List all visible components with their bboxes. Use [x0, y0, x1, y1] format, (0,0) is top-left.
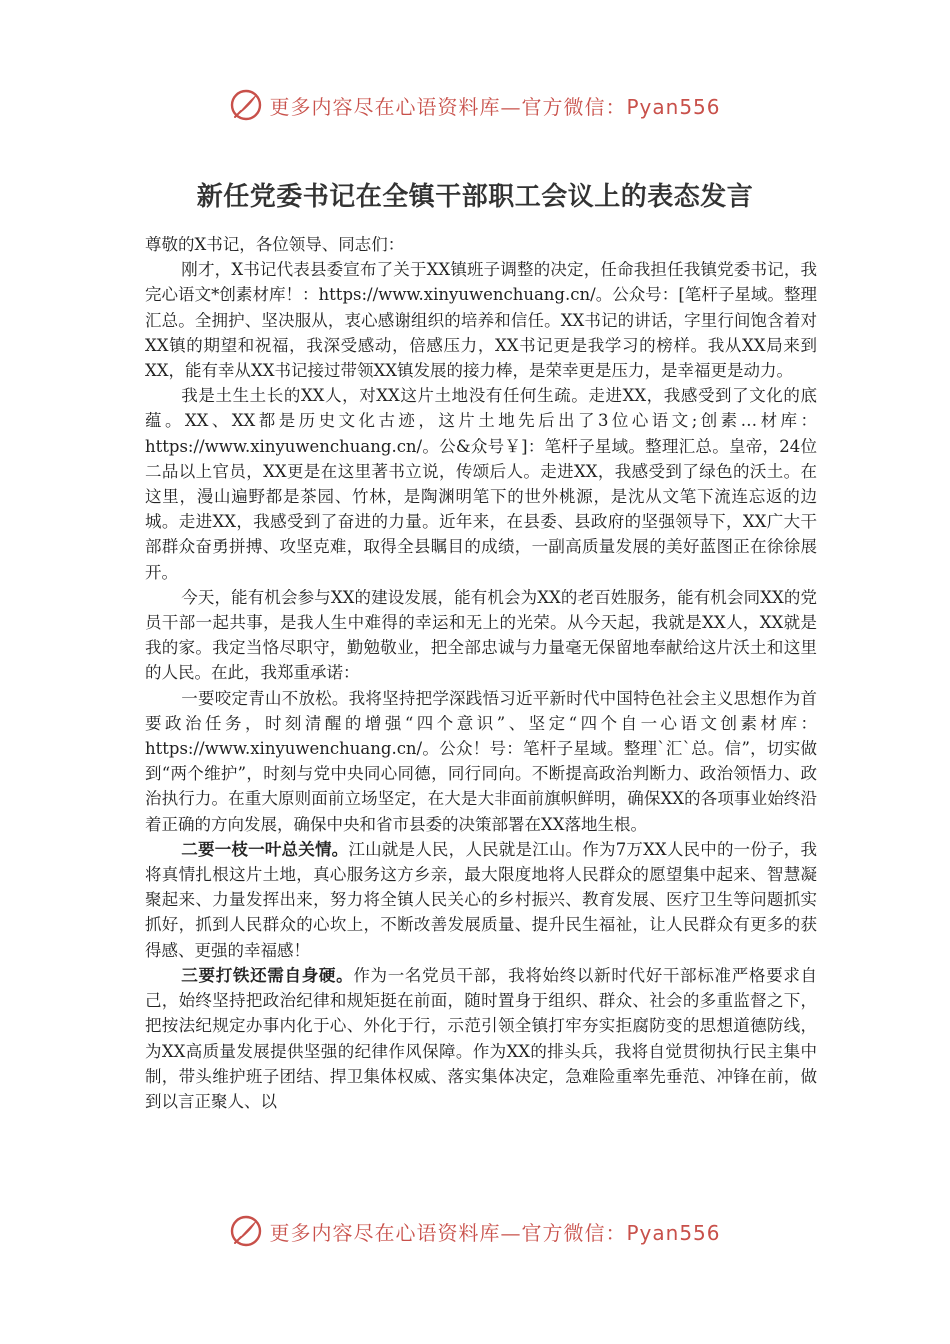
paragraph-2: 我是土生土长的XX人，对XX这片土地没有任何生疏。走进XX，我感受到了文化的底蕴。XX、XX都是历史文化古迹，这片土地先后出了3位心语文;创素…材库：https://www.xinyuwenchuang.cn/。公&众号￥]：笔杆子星域。整理汇总。皇帝，24位二品以上官员，XX更是在这里著书立说，传颂后人。走进XX，我感受到了绿色的沃土。在这里，漫山遍野都是茶园、竹林，是陶渊明笔下的世外桃源，是沈从文笔下流连忘返的边城。走进XX，我感受到了奋进的力量。近年来，在县委、县政府的坚强领导下，XX广大干部群众奋勇拼搏、攻坚克难，取得全县瞩目的成绩，一副高质量发展的美好蓝图正在徐徐展开。 [145, 386, 817, 582]
document-body [145, 232, 817, 1114]
paragraph-4: 一要咬定青山不放松。我将坚持把学深践悟习近平新时代中国特色社会主义思想作为首要政治任务，时刻清醒的增强“四个意识”、坚定“四个自一心语文创素材库：https://www.xinyuwenchuang.cn/。公众！号：笔杆子星域。整理`汇`总。信”，切实做到“两个维护”，时刻与党中央同心同德，同行同向。不断提高政治判断力、政治领悟力、政治执行力。在重大原则面前立场坚定，在大是大非面前旗帜鲜明，确保XX的各项事业始终沿着正确的方向发展，确保中央和省市县委的决策部署在XX落地生根。 [145, 688, 817, 834]
quill-pen-logo-icon [229, 1214, 263, 1248]
wechat-id: Pyan556 [626, 1220, 721, 1245]
wechat-id: Pyan556 [626, 94, 721, 119]
footer-banner [0, 1211, 950, 1251]
greeting: 尊敬的X书记，各位领导、同志们： [145, 235, 405, 254]
document-title: 新任党委书记在全镇干部职工会议上的表态发言 [196, 182, 754, 212]
paragraph-3: 今天，能有机会参与XX的建设发展，能有机会为XX的老百姓服务，能有机会同XX的党员干部一起共事，是我人生中难得的幸运和无上的光荣。从今天起，我就是XX人，XX就是我的家。我定当恪尽职守，勤勉敬业，把全部忠诚与力量毫无保留地奉献给这片沃土和这里的人民。在此，我郑重承诺： [145, 587, 817, 683]
quill-pen-logo-icon [229, 88, 263, 122]
paragraph-6: 三要打铁还需自身硬。作为一名党员干部，我将始终以新时代好干部标准严格要求自己，始终坚持把政治纪律和规矩挺在前面，随时置身于组织、群众、社会的多重监督之下，把按法纪规定办事内化于心、外化于行，示范引领全镇打牢夯实拒腐防变的思想道德防线，为XX高质量发展提供坚强的纪律作风保障。作为XX的排头兵，我将自觉贯彻执行民主集中制，带头维护班子团结、捍卫集体权威、落实集体决定，急难险重率先垂范、冲锋在前，做到以言正聚人、以 [145, 965, 818, 1111]
paragraph-1: 刚才，X书记代表县委宣布了关于XX镇班子调整的决定，任命我担任我镇党委书记，我完心语文*创素材库！：https://www.xinyuwenchuang.cn/。公众号：[笔杆子星域。整理汇总。全拥护、坚决服从，衷心感谢组织的培养和信任。XX书记的讲话，字里行间饱含着对XX镇的期望和祝福，我深受感动，倍感压力，XX书记更是我学习的榜样。我从XX局来到XX，能有幸从XX书记接过带领XX镇发展的接力棒，是荣幸更是压力，是幸福更是动力。 [145, 260, 817, 381]
paragraph-5: 二要一枝一叶总关情。江山就是人民，人民就是江山。作为7万XX人民中的一份子，我将真情扎根这片土地，真心服务这方乡亲，最大限度地将人民群众的愿望集中起来、智慧凝聚起来、力量发挥出来，努力将全镇人民关心的乡村振兴、教育发展、医疗卫生等问题抓实抓好，抓到人民群众的心坎上，不断改善发展质量、提升民生福祉，让人民群众有更多的获得感、更强的幸福感！ [145, 839, 818, 960]
header-banner [0, 85, 950, 125]
paragraph-6-lead: 三要打铁还需自身硬。 [181, 965, 354, 985]
banner-text: 更多内容尽在心语资料库—官方微信：Pyan556 [269, 1220, 721, 1245]
paragraph-5-lead: 二要一枝一叶总关情。 [181, 839, 349, 859]
banner-text: 更多内容尽在心语资料库—官方微信：Pyan556 [269, 94, 721, 119]
